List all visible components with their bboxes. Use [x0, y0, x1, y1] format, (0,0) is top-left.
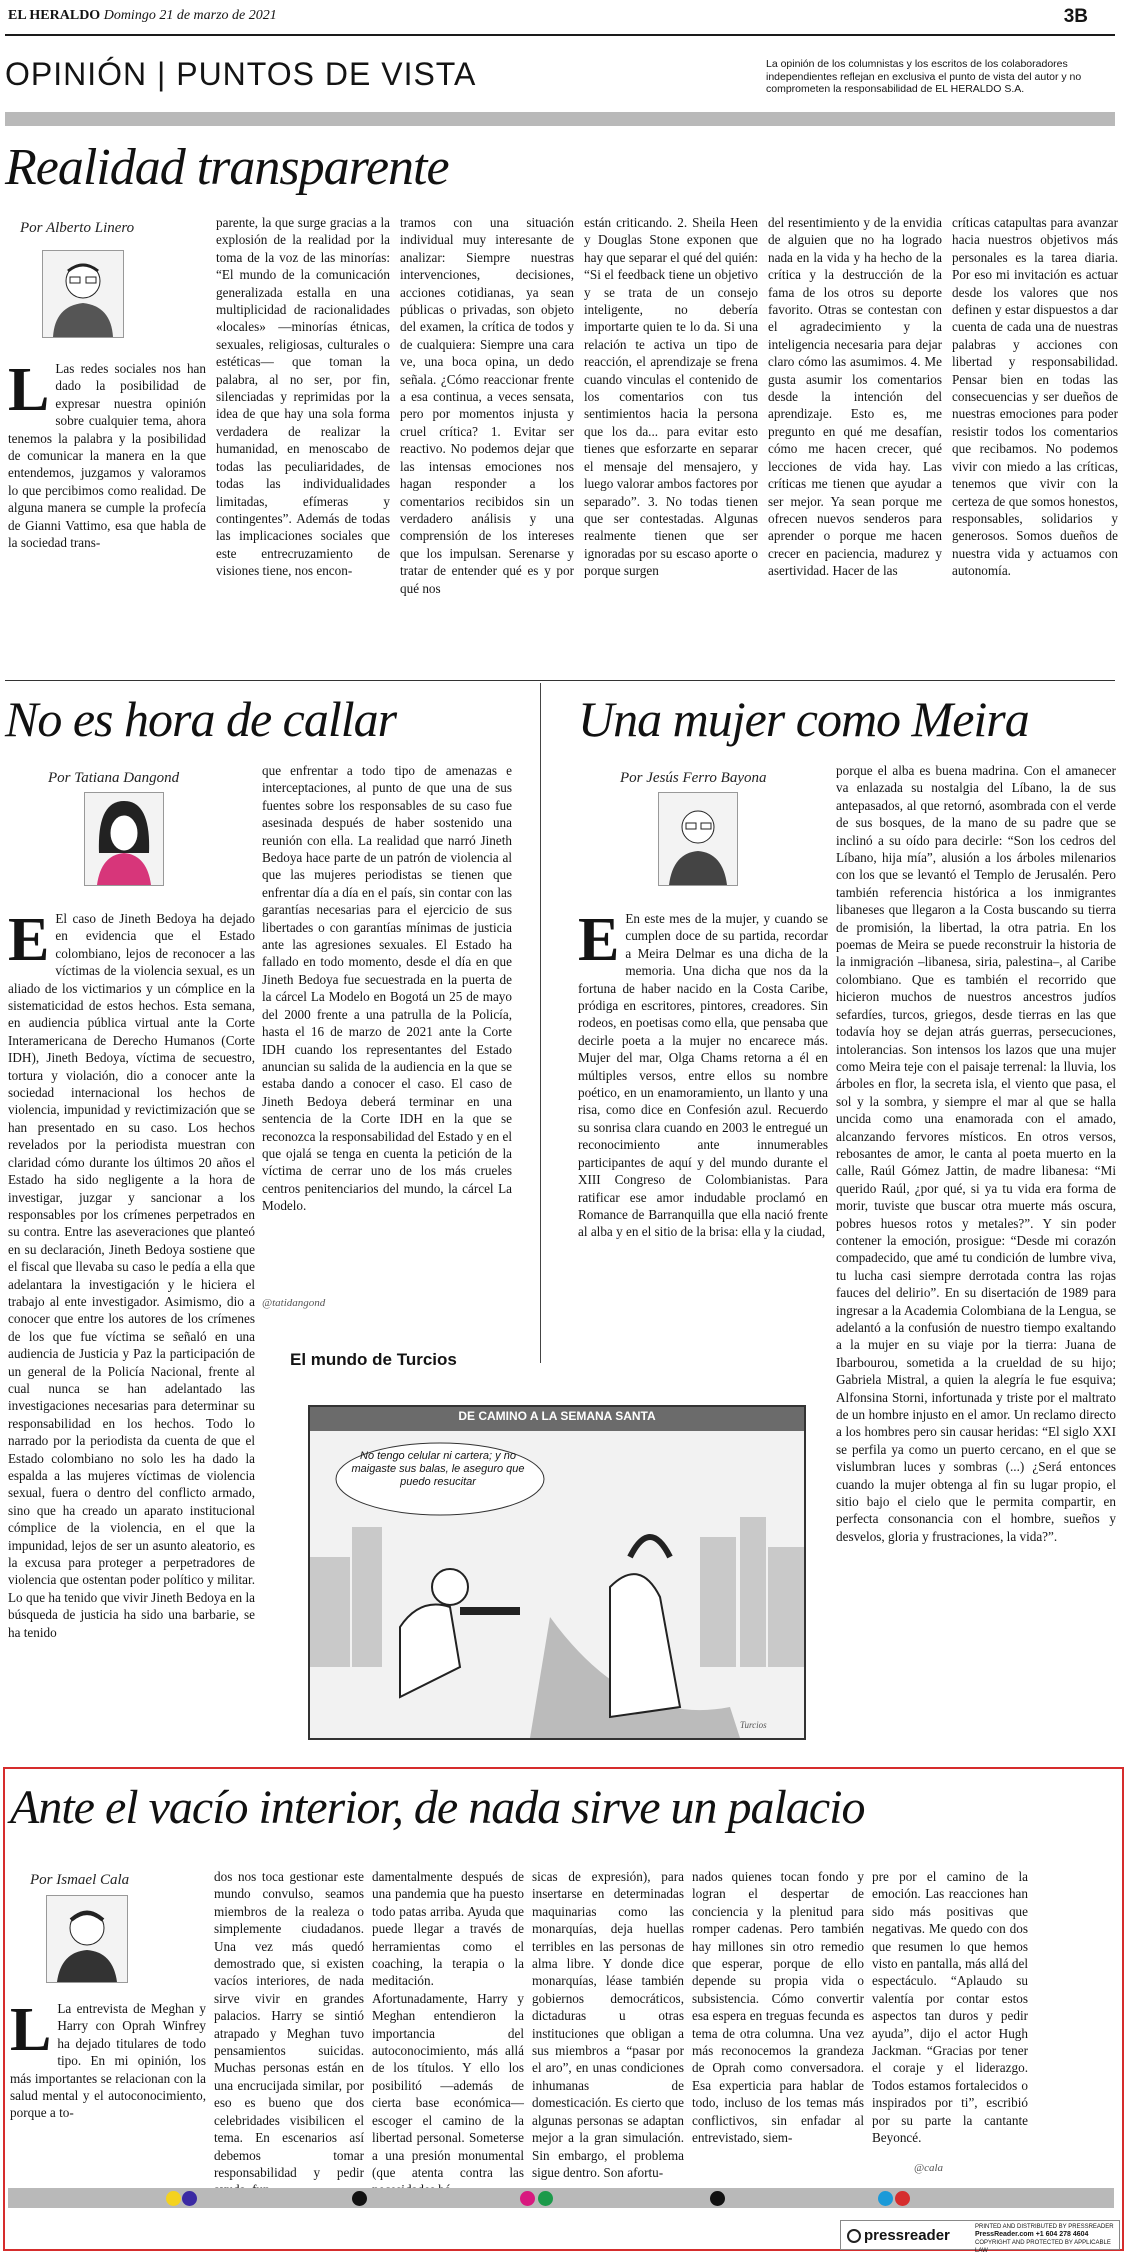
article-column: damentalmente después de una pandemia que ha puesto todo patas arriba. Ayuda que puede llegar a través de herramientas como el coaching, la terapia o la meditación. Afortunadamente, Harry y Meghan entendieron la importancia del autoconocimiento, más allá de los títulos. Y ello los posibilitó —además de cierta base económica— escoger el camino de la libertad personal. Someterse a una presión monumental (que atenta contra las — [372, 1869, 524, 2180]
author-photo — [42, 250, 124, 338]
registration-dot — [710, 2191, 725, 2206]
footer-line: COPYRIGHT AND PROTECTED BY APPLICABLE LAW — [975, 2240, 1111, 2254]
footer-line: PRINTED AND DISTRIBUTED BY PRESSREADER — [975, 2224, 1114, 2230]
registration-dot — [182, 2191, 197, 2206]
byline: Por Ismael Cala — [30, 1872, 130, 1888]
pressreader-icon — [847, 2229, 861, 2243]
page-number: 3B — [1063, 6, 1088, 27]
article-column: dos nos toca gestionar este mundo convulso, seamos miembros de la realeza o simplemente ciudadanos. Una vez más quedó demostrado que, si existen vacíos interiores, de nada sirve vivir en grandes palacios. Harry se sintió atrapado y Meghan tuvo pensamientos suicidas. Muchas personas están en una encrucijada similar, por eso es bueno que dos celebridades visibilicen el tema. En escenarios así debemos tomar responsabilidad y pedir — [214, 1869, 364, 2180]
issue-date: Domingo 21 de marzo de 2021 — [103, 8, 277, 23]
article-column: sicas de expresión), para insertarse en determinadas maquinarias como las monarquías, deja huellas terribles en las personas de alma libre. Y donde dice monarquías, léase también gobiernos democráticos, dictaduras u otras instituciones que obligan a sus miembros a “pasar por el aro”, en unas condiciones inhumanas de domesticación. Es cierto que algunas personas se adaptan mejor a la gran simulación. Sin embargo, el problema sigue dentro. Son afortu- — [532, 1869, 684, 2180]
pressreader-footer[interactable] — [840, 2220, 1120, 2254]
article-headline: Ante el vacío interior, de nada sirve un palacio — [10, 1781, 865, 1834]
pressreader-logo: pressreader — [847, 2227, 950, 2244]
byline: Por Tatiana Dangond — [48, 770, 180, 786]
article-headline: No es hora de callar — [5, 691, 397, 747]
author-photo — [84, 792, 164, 886]
article-column: L La entrevista de Meghan y Harry con Oprah Winfrey ha dejado titulares de todo tipo. En mi opinión, los más importantes se relacionan con la salud mental y el autoconocimiento, porque a to- — [10, 1996, 206, 2121]
registration-dot — [895, 2191, 910, 2206]
footer-line[interactable]: PressReader.com +1 604 278 4604 — [975, 2231, 1089, 2238]
registration-dot — [878, 2191, 893, 2206]
registration-dot — [520, 2191, 535, 2206]
article-column: nados quienes tocan fondo y logran el despertar de conciencia y la plenitud para romper cadenas. Pero también hay millones sin otro remedio que esperar, porque de ello depende su propia vida o subsistencia. Cómo convertir esa espera en treguas fecunda es tema de otra columna. Una vez más reconocemos la grandeza de Oprah como conversadora. Esa experticia para hablar de todo, incluso de los temas más conflictivos, sin enfadar al entrevistado, siem- — [692, 1869, 864, 2146]
article-column: críticas catapultas para avanzar hacia nuestros objetivos más personales es la tarea diaria. Por eso mi invitación es actuar desde los valores que nos definen y estar dispuestos a dar cuenta de cada una de nuestras palabras y acciones con libertad y responsabilidad. Pensar bien en todas las consecuencias y ser dueños de nuestras emociones para poder resistir todos los comentarios que recibamos. No podemos vivir con miedo a las críticas, tenemos que vivir con la certeza de que somos honestos, responsables, solidarios y generosos. Somos dueños de nuestra vida y actuamos con autonomía. — [952, 215, 1118, 579]
grey-rule — [5, 112, 1115, 126]
cartoon-section-title: El mundo de Turcios — [290, 1350, 457, 1369]
article-column: L Las redes sociales nos han dado la posibilidad de expresar nuestra opinión sobre cualquier tema, ahora tenemos la palabra y la posibilidad de comunicar la manera en la que entendemos, juzgamos y valoramos lo que percibimos como realidad. De alguna manera se cumple la profecía de Gianni Vattimo, esa que habla de la sociedad trans- — [8, 356, 206, 551]
article-column: porque el alba es buena madrina. Con el amanecer va enlazada su nostalgia del Líbano, la de sus antepasados, al que retornó, asombrada con el verde de sus bosques, de la mano de su padre que se inclinó a su oído para decirle: “Son los cedros del Líbano, hija mía”, alusión a los árboles milenarios con los que se levantó el Templo de Jerusalén. Pero también referencia histórica a los inmigrantes libaneses que llegaron a la Costa buscando su tierra de promisión, la libertad, la otra patria. En los poemas de Meira se puede reconstruir la historia de la inmigración –libanesa, siria, palestina–, al Caribe colombiano. Que es también el recorrido que hicieron muchos de nuestros ancestros judíos sefardíes, turcos, griegos, desde tierras en las que todavía hoy se dejan atrás guerras, persecuciones, intolerancias. Son intensos los lazos que una mujer como Meira teje con el paisaje terrenal: la lluvia, los árboles en flor, la secreta isla, el viento que pasa, el sol y la sombra, y siempre el mar al que se halla uncida como una enamorada con el amado, alcanzando fervores místicos. En otros versos, rebosantes de amor, le canta al poeta muerto en la calle, Raúl Gómez Jattin, de madre libanesa: “Mi querido Raúl, ¿por qué, si ya tu vida era forma de morir, tuviste que buscar otra muerte más oscura, pobres huesos rotos y metales?”. Y sin poder contener la emoción, prosigue: “Desde mi corazón compadecido, que amé tu condición de lumbre viva, tu lucha casi siempre derrotada contra las rojas fauces del delirio”. En su disertación de 1989 para ingresar a la Academia Colombiana de la Lengua, se adelantó a la confusión de nuestro tiempo exaltando a la mujer en su viaje por la tierra: Juana de Ibarbourou, sometida a la crueldad de su hijo; Gabriela Mistral, a quien la alegría le fue esquiva; Alfonsina Storni, infortunada y triste por el maltrato de un hombre injusto en el amor. Un reclamo directo a los hombres pero sin causar heridas: “El siglo XXI se perfila ya como un puerto cercano, en el que se vislumbran luces y sombras (...) ¿Será entonces cuando la mujer obtenga al fin su lugar propio, el sitio bajo el cielo que le permita compartir, en perfecta consonancia con el hombre, sueños y desvelos, gloria y frustraciones, la vida?”. — [836, 763, 1116, 1544]
article-column: pre por el camino de la emoción. Las reacciones han sido más positivas que negativas. Me quedo con dos que resumen lo que hemos visto en pantalla, más allá del espectáculo. “Aplaudo su valentía por contar estos aspectos tan duros y pedir ayuda”, dijo el actor Hugh Jackman. “Gracias por tener el coraje y el liderazgo. Todos estamos fortalecidos o inspirados por ti”, escribió por su parte la cantante Beyoncé. — [872, 1869, 1029, 2146]
article-column: del resentimiento y de la envidia de alguien que no ha logrado nada en la vida y ha hecho de la crítica y la destrucción de la fama de los otros su deporte favorito. Otras se contestan con el agradecimiento y la inteligencia necesaria para dejar claro cómo las asumimos. 4. Me gusta asumir los comentarios desde la intención del aprendizaje. Esto es, me pregunto en qué me desafían, cómo me hacen crecer, qué lecciones de vida hay. Las críticas me tienen que ayudar a ser mejor. Ya sean porque me ofrecen nuevos senderos para aprender o porque me hacen crecer en paciencia, madurez y asertividad. Hacer de las — [768, 215, 942, 579]
section-title: OPINIÓN | PUNTOS DE VISTA — [5, 56, 477, 92]
top-rule — [5, 34, 1115, 36]
author-handle: @tatidangond — [262, 1297, 326, 1309]
divider — [540, 683, 541, 1363]
author-photo — [46, 1895, 128, 1983]
newspaper-name: EL HERALDO — [8, 8, 101, 23]
byline: Por Jesús Ferro Bayona — [620, 770, 767, 786]
speech-bubble: No tengo celular ni cartera; y no maigaste sus balas, le aseguro que puedo resucitar — [351, 1450, 525, 1488]
section-disclaimer: La opinión de los columnistas y los escritos de los colaboradores independientes reflejan en exclusiva el punto de vista del autor y no comprometen la responsabilidad de EL HERALDO S.A. — [766, 58, 1082, 95]
article-column: están criticando. 2. Sheila Heen y Douglas Stone exponen que hay que separar el qué del quién: “Si el feedback tiene un objetivo y se trata de un consejo inteligente, no debería importarte quien te lo da. Si una relación te activa un tipo de reacción, el aprendizaje se frena cuando vinculas el contenido de los comentarios con tus sentimientos hacia la persona que los da... para evitar esto tienes que esforzarte en separar el mensaje del mensajero, y luego valorar ambos factores por separado”. 3. No todas tienen que ser contestadas. Algunas realmente tienen que ser ignoradas por su escaso aporte o porque surgen — [584, 215, 758, 579]
author-photo — [658, 792, 738, 886]
cartoon-signature: Turcios — [740, 1720, 767, 1730]
article-headline: Una mujer como Meira — [578, 691, 1029, 747]
byline: Por Alberto Linero — [20, 220, 135, 236]
registration-dot — [352, 2191, 367, 2206]
masthead — [8, 8, 277, 24]
divider — [5, 680, 1115, 681]
article-column: que enfrentar a todo tipo de amenazas e interceptaciones, al punto de que una de sus fuentes sobre los responsables de su caso fue asesinada después de haber sostenido una reunión con ella. La realidad que narró Jineth Bedoya hace parte de un patrón de violencia al que las mujeres periodistas se tienen que enfrentar día a día en el país, sin contar con las garantías necesarias para el ejercicio de sus libertades o con garantías mínimas de justicia ante las agresiones sexuales. El Estado ha fallado en todo momento, desde el día en que Jineth Bedoya fue secuestrada en la puerta de la cárcel La Modelo en Bogotá un 25 de mayo del 2000 frente a una patrulla de la Policía, hasta el 16 de marzo de 2021 ante la Corte IDH cuando los representantes del Estado anuncian su salida de la audiencia en la que se estaba dando a conocer el caso. El caso de Jineth Bedoya deberá terminar en una sentencia de la Corte IDH en la que se reconozca la responsabilidad del Estado y en el que ojalá se tenga en cuenta la petición de la víctima de cerrar uno de los más crueles centros penitenciarios del mundo, la cárcel La Modelo. — [262, 763, 512, 1214]
article-column: tramos con una situación individual muy interesante de analizar: Siempre nuestras intervenciones, decisiones, acciones cotidianas, ya sean públicas o privadas, son objeto del examen, la crítica de todos y de cualquiera: Siempre una cara ve, una boca opina, un dedo señala. ¿Cómo reaccionar frente a esa continua, a veces sensata, pero por momentos injusta y cruel crítica? 1. Evitar ser reactivo. No podemos dejar que las intensas emociones nos hagan responder a los comentarios recibidos sin un verdadero análisis y una comprensión de los intereses que los impulsan. Serenarse y tratar de entender qué es y por qué nos — [400, 215, 574, 596]
author-handle: @cala — [914, 2162, 944, 2174]
article-column: E El caso de Jineth Bedoya ha dejado en evidencia que el Estado colombiano, lejos de reconocer a las víctimas de la violencia sexual, es un aliado de los victimarios y un cómplice en la sistematicidad de estos hechos. Esta semana, en audiencia pública virtual ante la Corte Interamericana de Derecho Humanos (Corte IDH), Jineth Bedoya, víctima de secuestro, tortura y violación, dio a conocer ante la sociedad internacional los hechos de violencia, impunidad y revictimización que se han presentado en su caso. Los hechos revelados por la periodista muestran con claridad cómo durante los últimos 20 años el Estado ha sido negligente a la hora de investigar, juzgar y sancionar a los responsables por los crímenes perpetrados en su contra. Entre las aseveraciones que planteó en su declaración, Jineth Bedoya sostiene que el fiscal que llevaba su caso le pedía a ella que adelantara la investigación y le hiciera el trabajo al ente investigador. Asimismo, dio a conocer que entre los autores de los crímenes de los que fue víctima se señaló en una audiencia de Justicia y Paz la participación de un general de la Policía Nacional, frente al cual nunca se han adelantado las investigaciones necesarias para determinar su responsabilidad en los hechos. Todo lo narrado por la periodista da cuenta de que el Estado colombiano no solo les ha dado la espalda a las mujeres víctimas de violencia sexual, fuera o dentro del conflicto armado, sino que ha creado un aparato institucional cómplice de la violencia, en el que la impunidad, lejos de ser un asunto aleatorio, es la excusa para proteger a perpetradores de violencia que ostentan poder político y militar. Lo que ha tenido que vivir Jineth Bedoya en la búsqueda de justicia ha sido una barbarie, se ha tenido — [8, 906, 255, 1640]
article-headline: Realidad transparente — [5, 139, 449, 196]
article-column: parente, la que surge gracias a la explosión de la realidad por la toma de la voz de las minorías: “El mundo de la comunicación generalizada estalla en una multiplicidad de racionalidades «locales» —minorías étnicas, sexuales, religiosas, culturales o estéticas— que toman la palabra, al no ser, por fin, silenciadas y reprimidas por la idea de que hay una sola forma verdadera de realizar la humanidad, en menoscabo de todas las peculiaridades, de todas las individualidades limitadas, efímeras y contingentes”. Además de todas las implicaciones sociales que este entrecruzamiento de visiones tiene, nos encon- — [216, 215, 390, 579]
article-column: E En este mes de la mujer, y cuando se cumplen doce de su partida, recordar a Meira Delmar es una dicha de la memoria. Una dicha que nos da la fortuna de haber nacido en la Costa Caribe, pródiga en escritores, pintores, creadores. Sin rodeos, en poetisas como ella, que pensaba que decirle poeta a la mujer no encarece más. Mujer del mar, Olga Chams retorna a él en múltiples versos, entre ellos su nombre poético, en un enamoramiento, un llanto y una risa, como dice en Confesión azul. Recuerdo su sonrisa clara cuando en 2003 le entregué un reconocimiento ante innumerables participantes de aquí y del mundo durante el XIII Congreso de Colombianistas. Para ratificar ese amor indudable proclamó en Romance de Barranquilla que ella nació frente al alba y en el sitio de la brisa: ella y la ciudad, — [578, 906, 828, 1240]
registration-dot — [166, 2191, 181, 2206]
cartoon-banner: DE CAMINO A LA SEMANA SANTA — [458, 1409, 656, 1423]
registration-dot — [538, 2191, 553, 2206]
